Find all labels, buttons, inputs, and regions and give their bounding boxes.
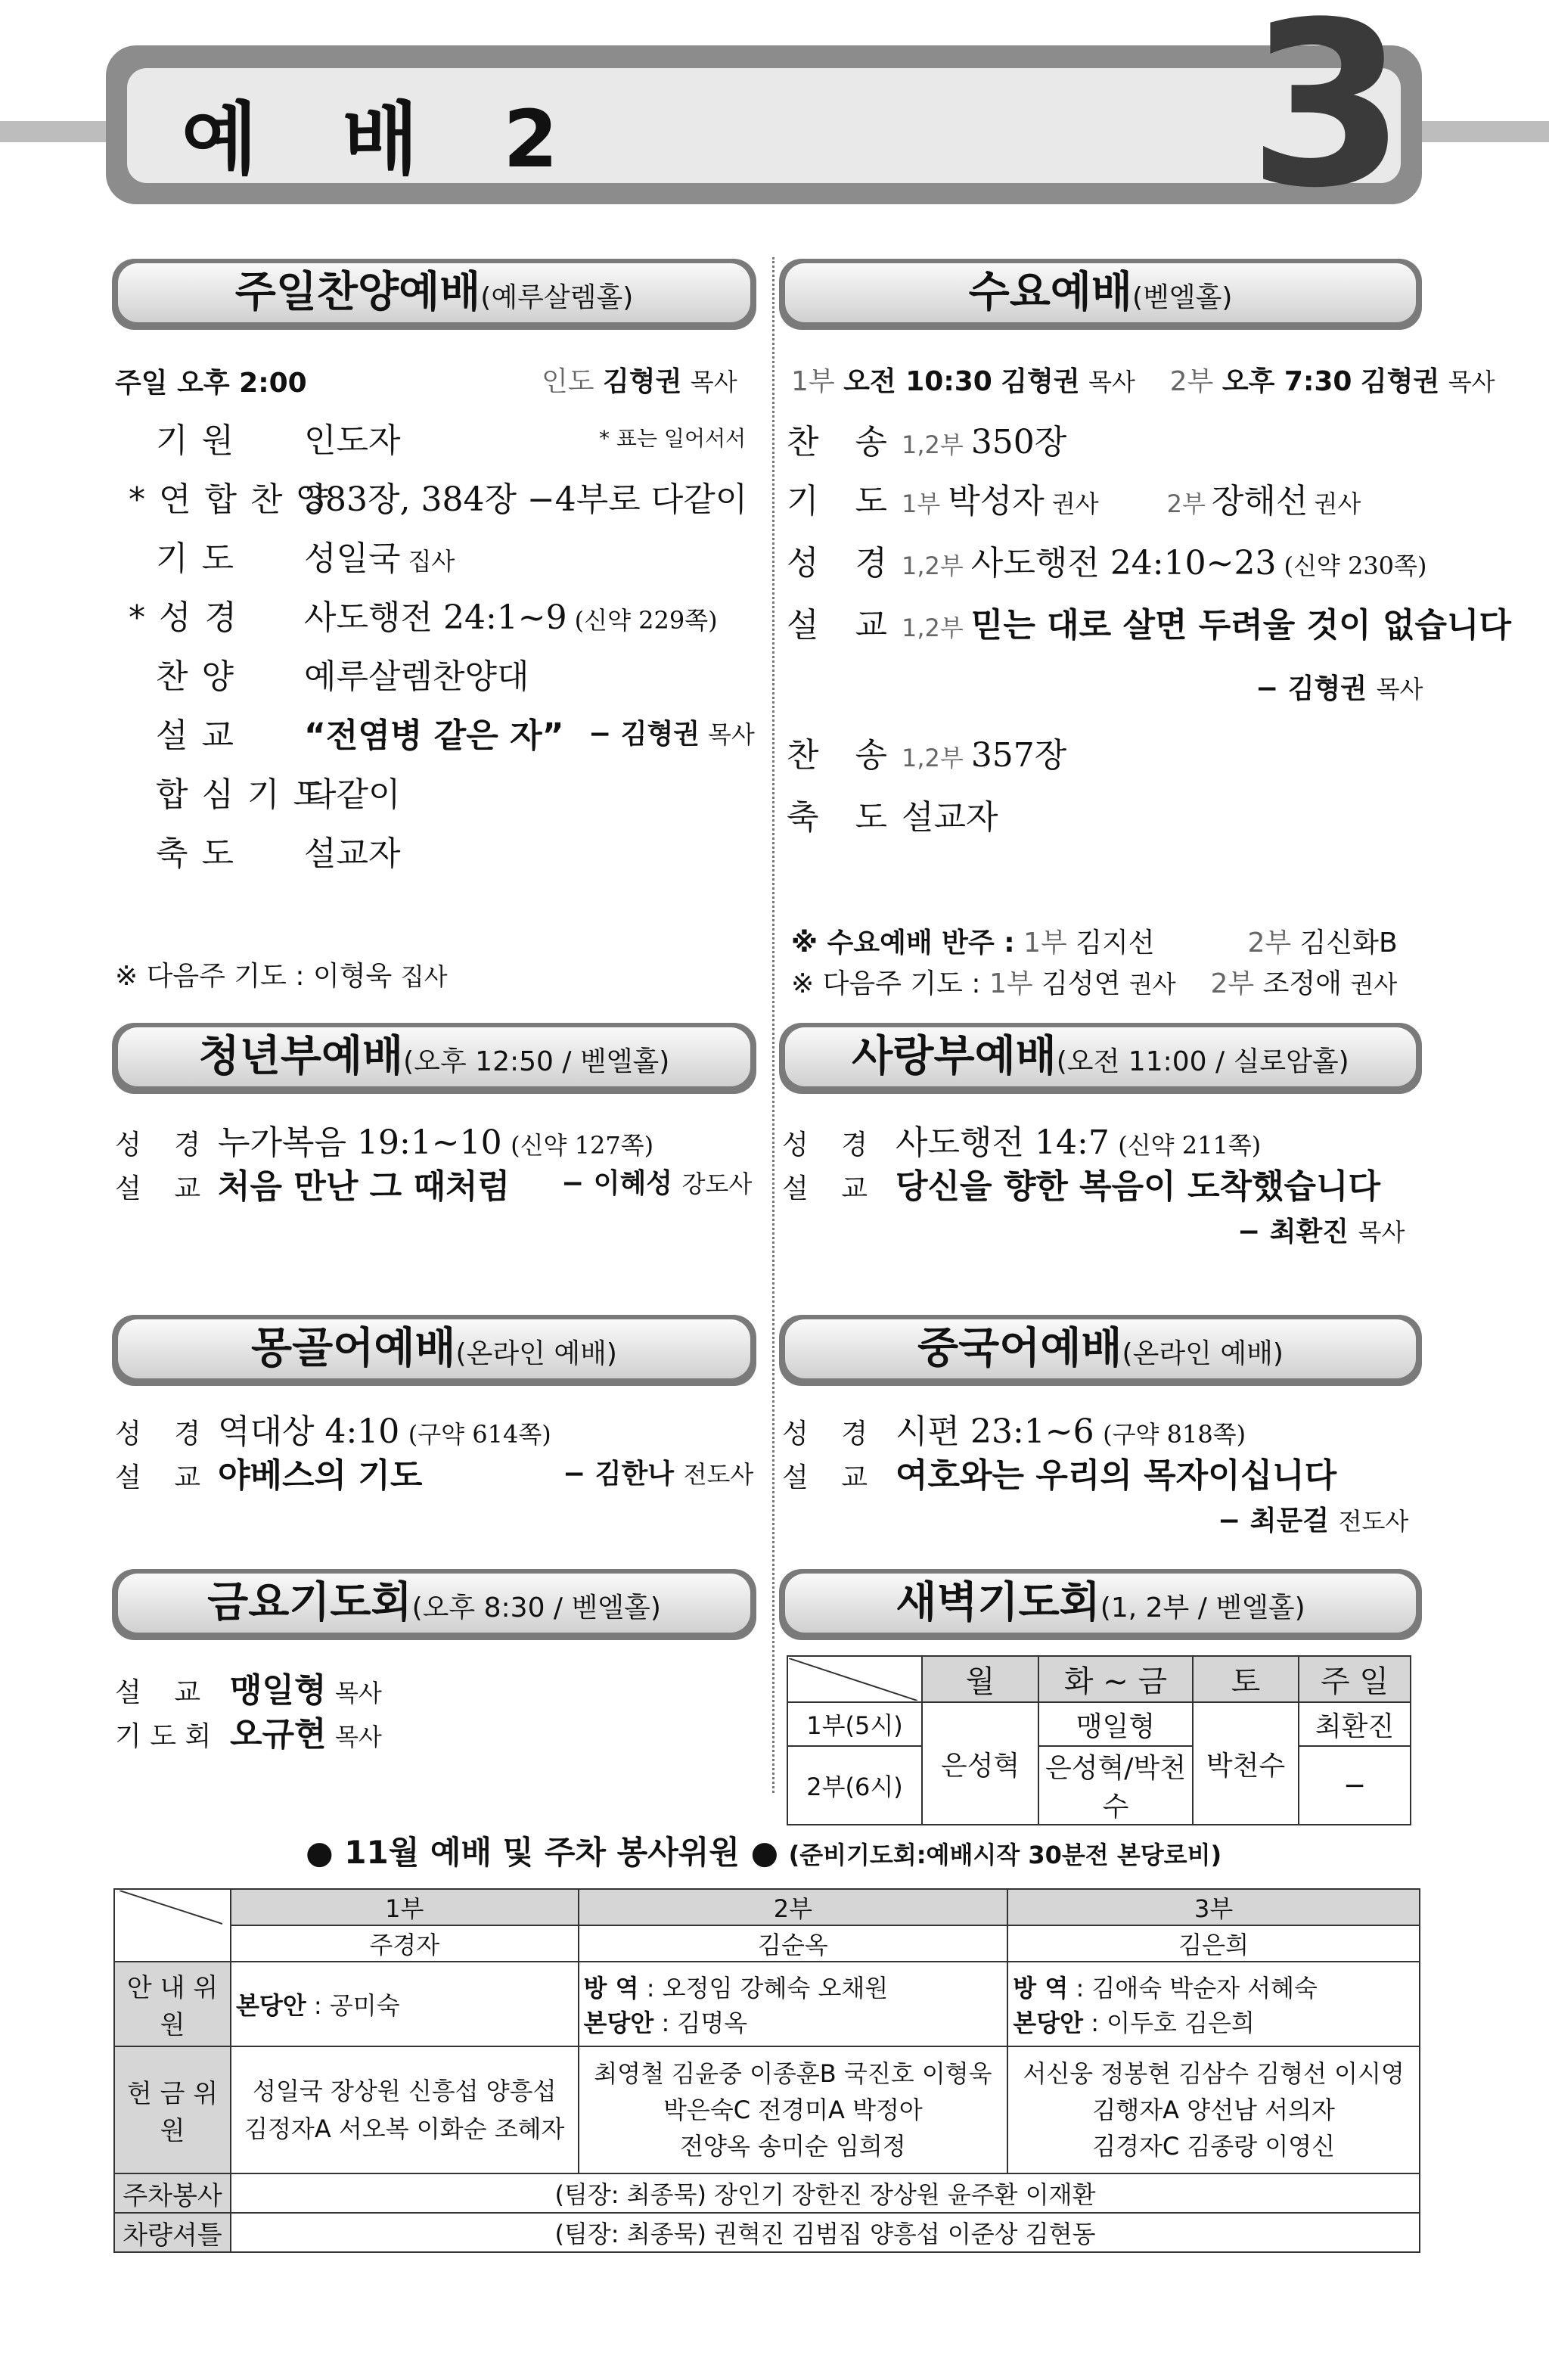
wednesday-item-label: 찬 송 — [787, 423, 887, 461]
wednesday-item-label: 찬 송 — [787, 736, 887, 775]
wednesday-item-value: 믿는 대로 살면 두려울 것이 없습니다 — [970, 606, 1511, 645]
wednesday-item-part: 1,2부 — [902, 430, 964, 459]
sunday-item-value: 설교자 — [304, 834, 401, 873]
friday-prayer: 기 도 회 오규현 목사 — [115, 1715, 382, 1754]
wednesday-accompanist: ※ 수요예배 반주 : 1부 김지선 2부 김신화B — [791, 927, 1398, 959]
dawn-head-mon: 월 — [922, 1656, 1038, 1702]
wednesday-item-part: 1부 — [902, 489, 941, 518]
parking-label: 주차봉사 — [114, 2173, 231, 2213]
page-number: 3 — [1248, 0, 1406, 238]
dawn-header — [779, 1569, 1422, 1640]
dawn-place: (1, 2부 / 벧엘홀) — [1100, 1592, 1305, 1623]
shuttle-team: (팀장: 최종묵) 권혁진 김범집 양흥섭 이준상 김현동 — [231, 2213, 1420, 2252]
guide-2: 방 역 : 오정임 강혜숙 오채원 본당안 : 김명옥 — [579, 1962, 1008, 2046]
sunday-item — [129, 708, 755, 757]
wednesday-item — [787, 790, 998, 838]
offering-label: 헌 금 위 원 — [114, 2046, 231, 2173]
parking-team: (팀장: 최종묵) 장인기 장한진 장상원 윤주환 이재환 — [231, 2173, 1420, 2213]
chinese-sermon: 설 교 여호와는 우리의 목자이십니다 — [782, 1456, 1337, 1495]
guide-1: 본당안 : 공미숙 — [231, 1962, 579, 2046]
sunday-item — [129, 413, 401, 461]
friday-header — [112, 1569, 756, 1640]
dawn-tuefri-2: 은성혁/박천수 — [1038, 1746, 1193, 1825]
chinese-scripture: 성 경 시편 23:1~6 (구약 818쪽) — [782, 1412, 1246, 1451]
wednesday-item — [787, 598, 1511, 646]
dawn-head-sun: 주 일 — [1299, 1656, 1411, 1702]
sunday-item — [129, 649, 529, 698]
wednesday-next-prayer: ※ 다음주 기도 : 1부 김성연 권사 2부 조정애 권사 — [791, 968, 1398, 999]
duty-table — [113, 1888, 1420, 2253]
mongolian-title: 몽골어예배 — [251, 1324, 456, 1373]
wednesday-item-part: 1,2부 — [902, 744, 964, 772]
guide-label: 안 내 위 원 — [114, 1962, 231, 2046]
sunday-item-value: 인도자 — [304, 421, 401, 460]
love-place: (오전 11:00 / 실로암홀) — [1056, 1046, 1349, 1077]
offering-1: 성일국 장상원 신흥섭 양흥섭 김정자A 서오복 이화순 조혜자 — [231, 2046, 579, 2173]
love-title: 사랑부예배 — [852, 1032, 1057, 1081]
dawn-sun-2: − — [1299, 1746, 1411, 1825]
sunday-item-suffix: 집사 — [408, 547, 455, 576]
sunday-time: 주일 오후 2:00 — [115, 368, 307, 399]
wednesday-item-label: 기 도 — [787, 482, 887, 520]
sunday-item-suffix: (신약 229쪽) — [574, 606, 718, 635]
friday-sermon: 설 교 맹일형 목사 — [115, 1671, 382, 1710]
mongolian-preacher: − 김한나 전도사 — [563, 1459, 754, 1490]
offering-3: 서신웅 정봉현 김삼수 김형선 이시영 김행자A 양선남 서의자 김경자C 김종랑 이영신 — [1007, 2046, 1420, 2173]
stand-note: * 표는 일어서서 — [599, 426, 747, 451]
wednesday-item-part2: 2부 — [1166, 489, 1206, 518]
wednesday-item-part: 1,2부 — [902, 614, 964, 642]
dawn-sun-1: 최환진 — [1299, 1702, 1411, 1746]
wednesday-title: 수요예배 — [968, 268, 1132, 317]
youth-scripture: 성 경 누가복음 19:1~10 (신약 127쪽) — [115, 1123, 654, 1162]
wednesday-item — [787, 728, 1066, 776]
sunday-item-value: 다같이 — [304, 775, 401, 814]
sunday-item-label: * 연 합 찬 양 — [129, 480, 330, 519]
mongolian-scripture: 성 경 역대상 4:10 (구약 614쪽) — [115, 1412, 551, 1451]
wednesday-header — [779, 259, 1422, 330]
dawn-head-tuefri: 화 ~ 금 — [1038, 1656, 1193, 1702]
column-divider — [772, 257, 774, 1793]
dawn-sat: 박천수 — [1193, 1702, 1299, 1825]
sunday-item-label: 축 도 — [156, 834, 235, 873]
youth-preacher: − 이혜성 강도사 — [561, 1168, 753, 1199]
love-preacher: − 최환진 목사 — [1237, 1216, 1405, 1247]
sunday-preacher-title: 목사 — [708, 720, 755, 749]
sunday-preacher: − 김형권 — [588, 719, 700, 750]
wednesday-item-value2: 장해선 — [1211, 482, 1308, 520]
sunday-item — [129, 767, 401, 816]
sunday-item-value: “전염병 같은 자” — [304, 716, 564, 755]
wednesday-preacher: − 김형권 목사 — [1256, 673, 1423, 704]
love-sermon: 설 교 당신을 향한 복음이 도착했습니다 — [782, 1167, 1381, 1206]
youth-place: (오후 12:50 / 벧엘홀) — [403, 1046, 670, 1077]
sunday-title: 주일찬양예배 — [234, 268, 481, 317]
dawn-head-sat: 토 — [1193, 1656, 1299, 1702]
dawn-table — [787, 1655, 1411, 1825]
shuttle-label: 차량셔틀 — [114, 2213, 231, 2252]
dawn-row2-label: 2부(6시) — [787, 1746, 922, 1825]
duty-leader-1: 주경자 — [231, 1925, 579, 1962]
wednesday-item-part: 1,2부 — [902, 552, 964, 580]
sunday-item — [129, 531, 455, 579]
mongolian-header — [112, 1315, 756, 1386]
sunday-item-label: 찬 양 — [156, 657, 235, 696]
love-header — [779, 1023, 1422, 1094]
wednesday-item-suffix: 권사 — [1051, 489, 1099, 518]
sunday-item-value: 성일국 — [304, 539, 401, 578]
chinese-preacher: − 최문걸 전도사 — [1218, 1505, 1409, 1536]
page-title: 예 배 2 — [182, 93, 587, 185]
sunday-next-prayer: ※ 다음주 기도 : 이형욱 집사 — [115, 961, 448, 992]
duty-title: ● 11월 예배 및 주차 봉사위원 ● — [306, 1834, 779, 1871]
wednesday-item-value: 설교자 — [902, 798, 998, 837]
sunday-item-label: 합 심 기 도 — [156, 775, 327, 814]
love-scripture: 성 경 사도행전 14:7 (신약 211쪽) — [782, 1123, 1262, 1162]
wednesday-item — [787, 474, 1367, 522]
chinese-header — [779, 1315, 1422, 1386]
wednesday-item — [787, 415, 1066, 463]
duty-part-2: 2부 — [579, 1889, 1008, 1925]
wednesday-item — [787, 536, 1426, 584]
wednesday-item-value: 사도행전 24:10~23 — [970, 544, 1277, 583]
duty-leader-2: 김순옥 — [579, 1925, 1008, 1962]
youth-header — [112, 1023, 756, 1094]
sunday-item-value: 예루살렘찬양대 — [304, 657, 529, 696]
wednesday-item-value: 박성자 — [948, 482, 1045, 520]
sunday-header — [112, 259, 756, 330]
chinese-title: 중국어예배 — [917, 1324, 1122, 1373]
duty-heading — [306, 1828, 1222, 1873]
mongolian-sermon: 설 교 야베스의 기도 — [115, 1456, 423, 1495]
wednesday-times: 1부 오전 10:30 김형권 목사 2부 오후 7:30 김형권 목사 — [791, 366, 1495, 397]
offering-2: 최영철 김윤중 이종훈B 국진호 이형욱 박은숙C 전경미A 박정아 전양옥 송미순 임희정 — [579, 2046, 1008, 2173]
wednesday-item-suffix2: 권사 — [1314, 489, 1361, 518]
friday-title: 금요기도회 — [207, 1578, 412, 1627]
sunday-item — [129, 826, 401, 875]
wednesday-item-suffix: (신약 230쪽) — [1284, 552, 1427, 580]
sunday-item — [129, 472, 747, 520]
sunday-item-value: 383장, 384장 −4부로 다같이 — [304, 480, 748, 519]
duty-corner — [114, 1889, 231, 1962]
friday-place: (오후 8:30 / 벧엘홀) — [411, 1592, 661, 1623]
sunday-leader: 인도 김형권 목사 — [542, 366, 737, 397]
dawn-row1-label: 1부(5시) — [787, 1702, 922, 1746]
sunday-item-label: 기 도 — [156, 539, 235, 578]
guide-3: 방 역 : 김애숙 박순자 서혜숙 본당안 : 이두호 김은희 — [1007, 1962, 1420, 2046]
sunday-item — [129, 590, 718, 638]
mongolian-place: (온라인 예배) — [455, 1338, 617, 1369]
wednesday-item-value: 357장 — [970, 736, 1067, 775]
dawn-corner — [787, 1656, 922, 1702]
sunday-place: (예루살렘홀) — [480, 282, 634, 313]
sunday-item-label: * 성 경 — [129, 598, 238, 637]
duty-part-1: 1부 — [231, 1889, 579, 1925]
youth-title: 청년부예배 — [198, 1032, 404, 1081]
sunday-item-label: 기 원 — [156, 421, 235, 460]
wednesday-item-label: 설 교 — [787, 606, 887, 645]
sunday-item-label: 설 교 — [156, 716, 235, 755]
wednesday-item-value: 350장 — [970, 423, 1067, 461]
wednesday-item-label: 축 도 — [787, 798, 887, 837]
duty-leader-3: 김은희 — [1007, 1925, 1420, 1962]
wednesday-item-label: 성 경 — [787, 544, 887, 583]
wednesday-place: (벧엘홀) — [1131, 282, 1233, 313]
duty-part-3: 3부 — [1007, 1889, 1420, 1925]
duty-subtitle: (준비기도회:예배시작 30분전 본당로비) — [788, 1841, 1222, 1869]
dawn-title: 새벽기도회 — [896, 1578, 1100, 1627]
chinese-place: (온라인 예배) — [1122, 1338, 1284, 1369]
dawn-tuefri-1: 맹일형 — [1038, 1702, 1193, 1746]
dawn-mon: 은성혁 — [922, 1702, 1038, 1825]
youth-sermon: 설 교 처음 만난 그 때처럼 — [115, 1167, 510, 1206]
sunday-item-value: 사도행전 24:1~9 — [304, 598, 567, 637]
